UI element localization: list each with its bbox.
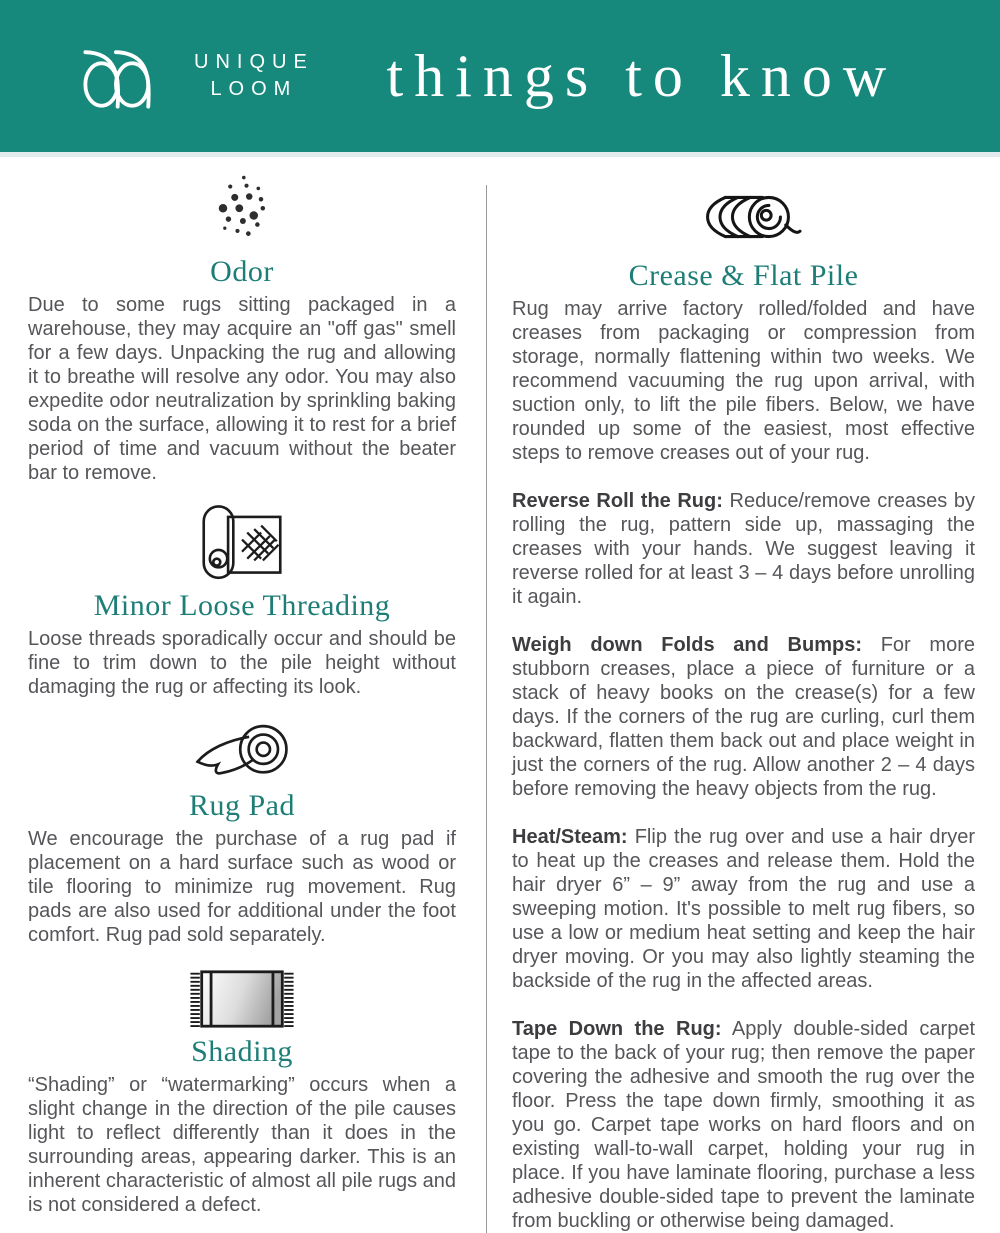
- tip-weigh-down: [512, 633, 975, 801]
- tip-body: Flip the rug over and use a hair dryer to heat up the creases and release them. Hold the hair dryer 6” – 9” away from the rug and use a sweeping motion. It's possible to melt rug fibers, so use a low or medium heat setting and keep the hair dryer moving. Or you may also lightly steaming the backside of the rug in the affected areas.: [512, 826, 976, 992]
- tip-label: Tape Down the Rug:: [512, 1018, 722, 1040]
- section-intro: Rug may arrive factory rolled/folded and have creases from packaging or compression from storage, normally flattening within two weeks. We recommend vacuuming the rug upon arrival, with suction only, to lift the pile fibers. Below, we have rounded up some of the easiest, most effective steps to remove creases out of your rug.: [512, 298, 975, 464]
- fringed-rug-icon: [186, 969, 298, 1029]
- page-title: things to know: [386, 42, 898, 109]
- rolled-rug-spiral-icon: [669, 193, 819, 241]
- tip-tape-down: [512, 1017, 975, 1233]
- left-column: [0, 157, 486, 1233]
- tip-heat-steam: [512, 825, 975, 993]
- tip-label: Heat/Steam:: [512, 826, 628, 848]
- rolled-rug-threads-icon: [196, 503, 288, 583]
- section-body: Due to some rugs sitting packaged in a warehouse, they may acquire an "off gas" smell for a few days. Unpacking the rug and allowing it to breathe will resolve any odor. You may also expedite odor neutralization by sprinkling baking soda on the surface, allowing it to rest for a brief period of time and vacuum without the beater bar to remove.: [28, 294, 456, 484]
- right-column: [487, 157, 1000, 1233]
- tip-body: Apply double-sided carpet tape to the back of your rug; then remove the paper covering the adhesive and smooth the rug over the floor. Press the tape down firmly, smoothing it as you go. Carpet tape works on hard floors and on existing wall-to-wall carpet, holding your rug in place. If you have laminate flooring, purchase a less adhesive double-sided tape to prevent the laminate from buckling or otherwise being damaged.: [512, 1018, 975, 1232]
- section-odor: [28, 167, 456, 485]
- tip-body: For more stubborn creases, place a piece of furniture or a stack of heavy books on the crease(s) for a few days. If the corners of the rug are curling, curl them backward, flatten them back out and place weight in just the corners of the rug. Allow another 2 – 4 days before removing the heavy objects from the rug.: [512, 634, 975, 800]
- section-loose-threading: [28, 499, 456, 699]
- tip-reverse-roll: [512, 489, 975, 609]
- tip-label: Weigh down Folds and Bumps:: [512, 634, 862, 656]
- header-banner: [0, 0, 1000, 152]
- tip-body: Reduce/remove creases by rolling the rug, pattern side up, massaging the creases with your hands. We suggest leaving it reverse rolled for at least 3 – 4 days before unrolling it again.: [512, 490, 975, 608]
- section-title: Odor: [210, 255, 274, 288]
- brand-name: [194, 49, 314, 103]
- section-shading: [28, 961, 456, 1217]
- brand-logo: [76, 41, 314, 111]
- section-title: Crease & Flat Pile: [628, 259, 859, 292]
- tip-label: Reverse Roll the Rug:: [512, 490, 723, 512]
- section-rug-pad: [28, 713, 456, 947]
- rug-pad-roll-icon: [190, 719, 294, 783]
- section-title: Rug Pad: [188, 789, 295, 822]
- section-title: Minor Loose Threading: [93, 589, 391, 622]
- content-area: [0, 157, 1000, 1233]
- section-body: “Shading” or “watermarking” occurs when a slight change in the direction of the pile causes light to reflect differently than it does in the surrounding areas, appearing darker. This is an inherent characteristic of almost all pile rugs and is not considered a defect.: [28, 1074, 456, 1216]
- odor-dots-icon: [209, 173, 275, 249]
- section-body: We encourage the purchase of a rug pad if placement on a hard surface such as wood or tile flooring to minimize rug movement. Rug pads are also used for additional under the foot comfort. Rug pad sold separately.: [28, 828, 456, 946]
- section-crease-flat-pile: [512, 167, 975, 465]
- brand-line1: UNIQUE: [194, 51, 314, 73]
- section-title: Shading: [191, 1035, 293, 1068]
- unique-loom-monogram-icon: [76, 41, 178, 111]
- brand-line2: LOOM: [210, 78, 298, 100]
- section-body: Loose threads sporadically occur and should be fine to trim down to the pile height without damaging the rug or affecting its look.: [28, 628, 456, 698]
